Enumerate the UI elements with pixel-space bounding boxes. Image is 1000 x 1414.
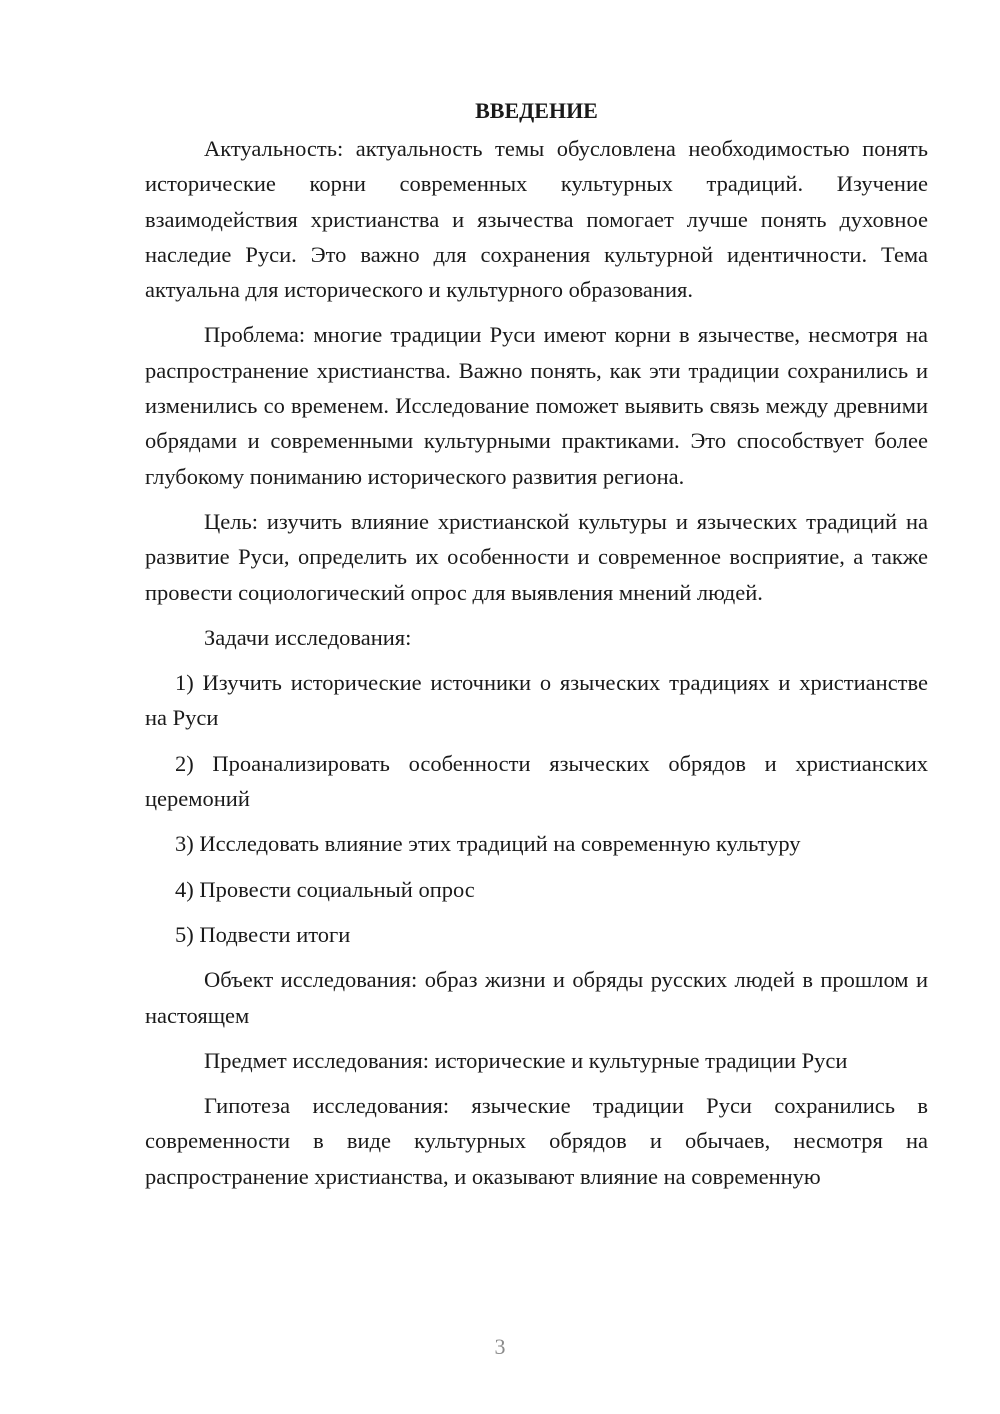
paragraph-relevance: Актуальность: актуальность темы обусловлена необходимостью понять исторические корни современных культурных традиций. Изучение взаимодействия христианства и язычества помогает лучше понять духовное наследие Руси. Это важно для сохранения культурной идентичности. Тема актуальна для исторического и культурного образования. — [145, 136, 928, 303]
task-item-5: 5) Подвести итоги — [175, 921, 351, 947]
paragraph-problem: Проблема: многие традиции Руси имеют корни в язычестве, несмотря на распространение христианства. Важно понять, как эти традиции сохранились и изменились со временем. Исследование поможет выявить связь между древними обрядами и современными культурными практиками. Это способствует более глубокому пониманию исторического развития региона. — [145, 322, 928, 489]
tasks-heading: Задачи исследования: — [204, 624, 412, 650]
paragraph-goal: Цель: изучить влияние христианской культуры и языческих традиций на развитие Руси, определить их особенности и современное восприятие, а также провести социологический опрос для выявления мнений людей. — [145, 508, 928, 605]
task-item-3: 3) Исследовать влияние этих традиций на современную культуру — [175, 831, 801, 857]
task-item-2: 2) Проанализировать особенности языческих обрядов и христианских церемоний — [145, 750, 928, 812]
document-body — [145, 93, 928, 1194]
task-item-1: 1) Изучить исторические источники о языческих традициях и христианстве на Руси — [145, 670, 928, 731]
paragraph-hypothesis: Гипотеза исследования: языческие традиции Руси сохранились в современности в виде культурных обрядов и обычаев, несмотря на распространение христианства, и оказывают влияние на современную — [145, 1093, 928, 1189]
page-number: 3 — [494, 1334, 506, 1359]
paragraph-subject: Предмет исследования: исторические и культурные традиции Руси — [204, 1047, 848, 1073]
paragraph-object: Объект исследования: образ жизни и обряды русских людей в прошлом и настоящем — [145, 967, 928, 1028]
section-title: ВВЕДЕНИЕ — [475, 98, 598, 123]
task-item-4: 4) Провести социальный опрос — [175, 876, 475, 902]
